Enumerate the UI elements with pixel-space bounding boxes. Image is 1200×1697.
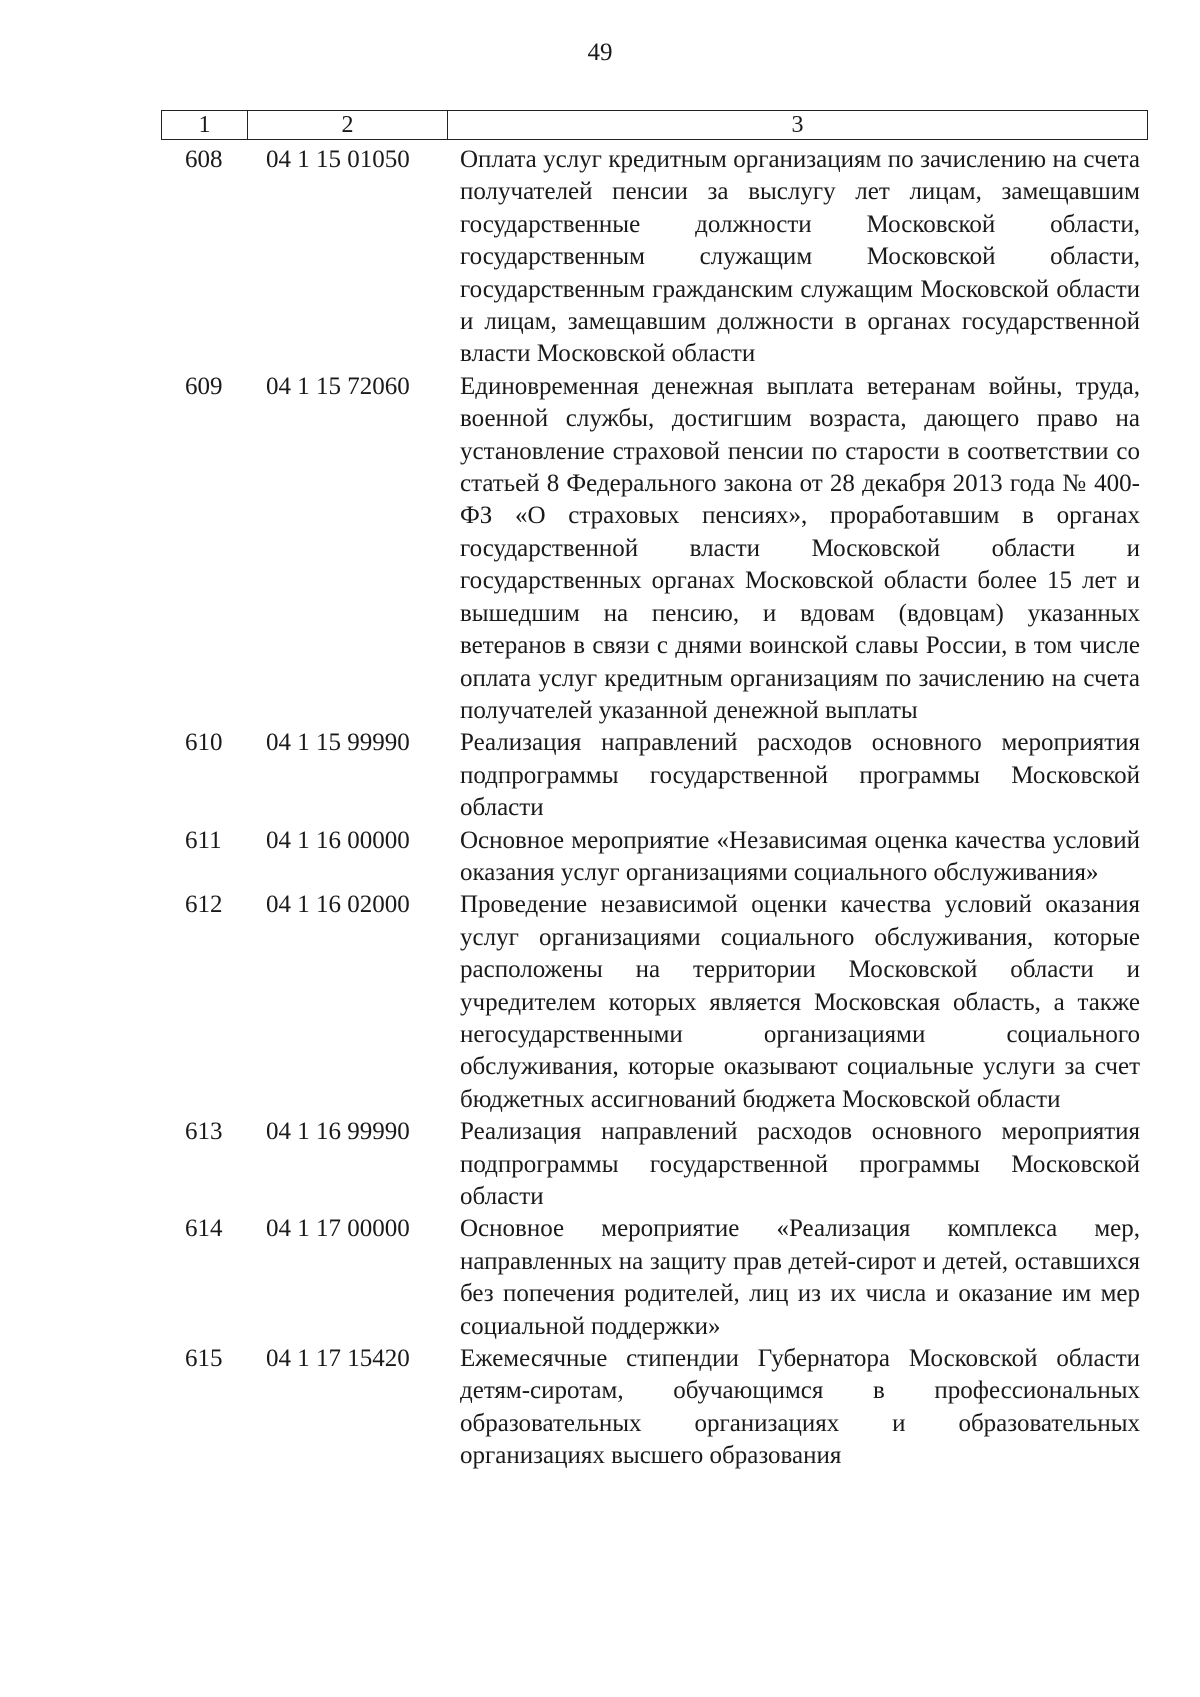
table-row	[161, 1116, 1148, 1213]
row-code: 04 1 15 72060	[266, 372, 410, 400]
row-code: 04 1 16 02000	[266, 891, 410, 919]
table-row	[161, 144, 1148, 371]
table-row	[161, 1343, 1148, 1473]
row-description: Основное мероприятие «Независимая оценка качества условий оказания услуг организациями социального обслуживания»	[460, 826, 1140, 886]
row-number: 609	[185, 372, 223, 400]
row-code: 04 1 17 00000	[266, 1215, 410, 1243]
row-code: 04 1 16 00000	[266, 826, 410, 854]
row-description: Оплата услуг кредитным организациям по зачислению на счета получателей пенсии за выслугу лет лицам, замещавшим государственные должности Московской области, государственным служащим Московской области, государственным гражданским служащим Московской области и лицам, замещавшим должности в органах государственной власти Московской области	[460, 146, 1140, 368]
table-row	[161, 825, 1148, 890]
row-number: 612	[185, 891, 223, 919]
row-number: 615	[185, 1345, 223, 1373]
row-description: Реализация направлений расходов основного мероприятия подпрограммы государственной программы Московской области	[460, 1118, 1140, 1210]
row-code: 04 1 15 99990	[266, 729, 410, 757]
row-code: 04 1 17 15420	[266, 1345, 410, 1373]
table-row	[161, 371, 1148, 727]
row-description: Ежемесячные стипендии Губернатора Московской области детям-сиротам, обучающимся в профессиональных образовательных организациях и образовательных организациях высшего образования	[460, 1345, 1140, 1470]
table-row	[161, 1213, 1148, 1343]
row-description: Основное мероприятие «Реализация комплекса мер, направленных на защиту прав детей-сирот и детей, оставшихся без попечения родителей, лиц из их числа и оказание им мер социальной поддержки»	[460, 1215, 1140, 1340]
row-description: Реализация направлений расходов основного мероприятия подпрограммы государственной программы Московской области	[460, 729, 1140, 822]
budget-classification-table	[161, 110, 1148, 1473]
header-col-3: 3	[447, 111, 1147, 139]
table-row	[161, 727, 1148, 824]
row-number: 613	[185, 1118, 223, 1146]
page-number: 49	[587, 39, 613, 66]
row-code: 04 1 15 01050	[266, 146, 410, 173]
row-code: 04 1 16 99990	[266, 1118, 410, 1146]
header-col-2: 2	[247, 111, 447, 139]
table-header	[161, 110, 1148, 140]
row-description: Единовременная денежная выплата ветеранам войны, труда, военной службы, достигшим возраста, дающего право на установление страховой пенсии по старости в соответствии со статьей 8 Федерального закона от 28 декабря 2013 года № 400-ФЗ «О страховых пенсиях», проработавшим в органах государственной власти Московской области и государственных органах Московской области более 15 лет и вышедшим на пенсию, и вдовам (вдовцам) указанных ветеранов в связи с днями воинской славы России, в том числе оплата услуг кредитным организациям по зачислению на счета получателей указанной денежной выплаты	[460, 372, 1140, 724]
row-number: 611	[185, 826, 222, 854]
row-description: Проведение независимой оценки качества условий оказания услуг организациями социального обслуживания, которые расположены на территории Московской области и учредителем которых является Московская область, а также негосударственными организациями социального обслуживания, которые оказывают социальные услуги за счет бюджетных ассигнований бюджета Московской области	[460, 891, 1140, 1113]
row-number: 610	[185, 729, 223, 757]
table-row	[161, 889, 1148, 1116]
row-number: 608	[185, 146, 223, 173]
header-col-1: 1	[198, 112, 211, 138]
row-number: 614	[185, 1215, 223, 1243]
